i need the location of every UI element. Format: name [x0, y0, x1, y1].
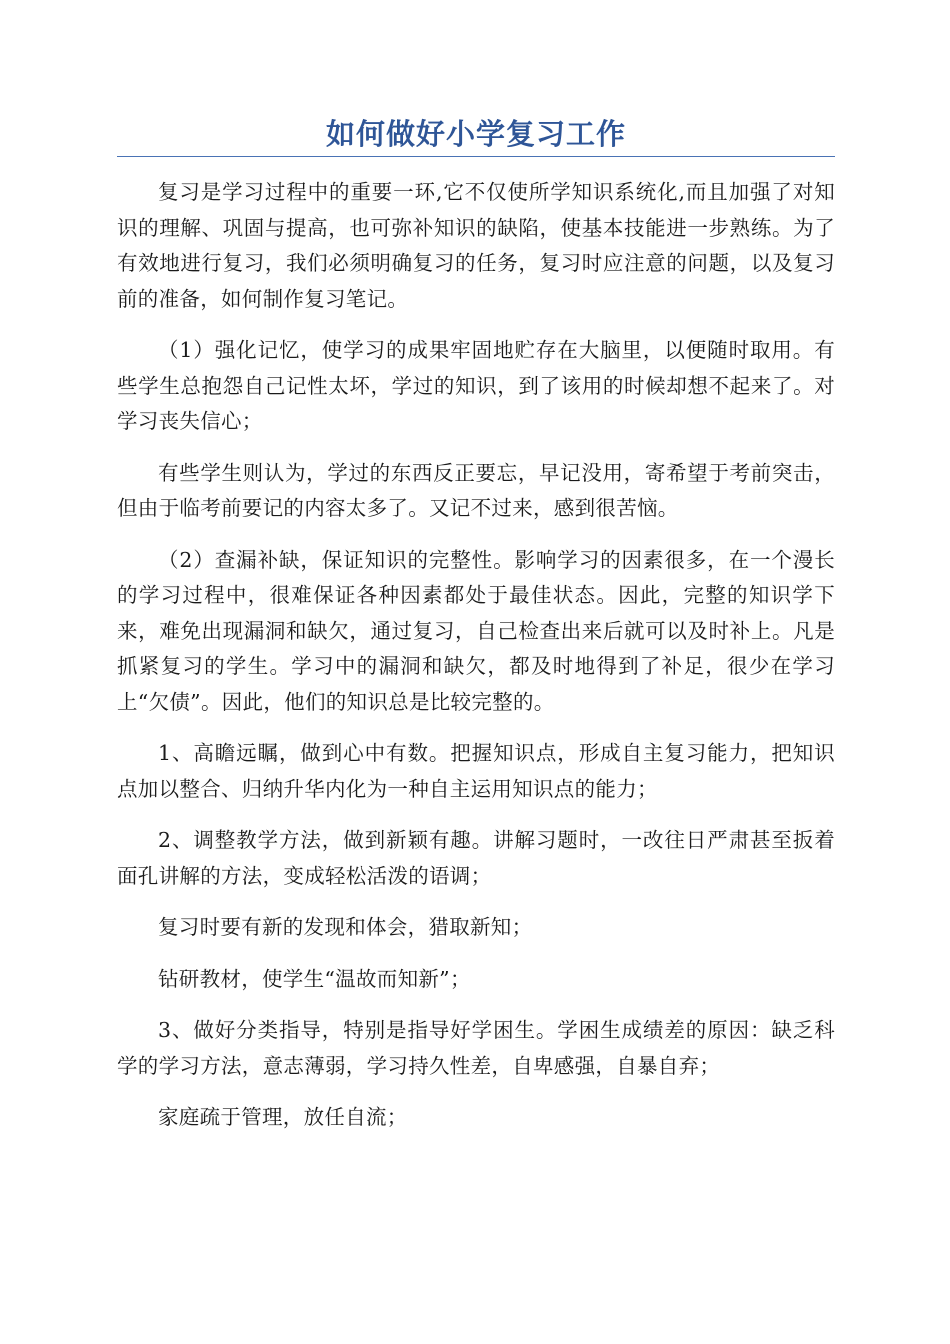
- paragraph-point-2: （2）查漏补缺，保证知识的完整性。影响学习的因素很多，在一个漫长的学习过程中，很难保证各种因素都处于最佳状态。因此，完整的知识学下来，难免出现漏洞和缺欠，通过复习，自己检查出来后就可以及时补上。凡是抓紧复习的学生。学习中的漏洞和缺欠，都及时地得到了补足，很少在学习上“欠债”。因此，他们的知识总是比较完整的。: [117, 547, 835, 714]
- document-body: [117, 175, 835, 1136]
- paragraph-item-2-note-b: 钻研教材，使学生“温故而知新”；: [158, 966, 471, 991]
- paragraph-point-1-continued: 有些学生则认为，学过的东西反正要忘，早记没用，寄希望于考前突击，但由于临考前要记的内容太多了。又记不过来，感到很苦恼。: [117, 460, 835, 520]
- paragraph-item-1: 1、高瞻远瞩，做到心中有数。把握知识点，形成自主复习能力，把知识点加以整合、归纳升华内化为一种自主运用知识点的能力；: [117, 741, 835, 801]
- paragraph-item-3: 3、做好分类指导，特别是指导好学困生。学困生成绩差的原因：缺乏科学的学习方法，意志薄弱，学习持久性差，自卑感强，自暴自弃；: [117, 1018, 835, 1078]
- paragraph-point-1: （1）强化记忆，使学习的成果牢固地贮存在大脑里，以便随时取用。有些学生总抱怨自己记性太坏，学过的知识，到了该用的时候却想不起来了。对学习丧失信心；: [117, 338, 835, 433]
- paragraph-intro: 复习是学习过程中的重要一环,它不仅使所学知识系统化,而且加强了对知识的理解、巩固与提高，也可弥补知识的缺陷，使基本技能进一步熟练。为了有效地进行复习，我们必须明确复习的任务，复习时应注意的问题，以及复习前的准备，如何制作复习笔记。: [117, 180, 835, 311]
- paragraph-item-3-note: 家庭疏于管理，放任自流；: [158, 1105, 408, 1129]
- document-page: [117, 0, 835, 1152]
- paragraph-item-2: 2、调整教学方法，做到新颖有趣。讲解习题时，一改往日严肃甚至扳着面孔讲解的方法，变成轻松活泼的语调；: [117, 828, 835, 888]
- paragraph-item-2-note-a: 复习时要有新的发现和体会，猎取新知；: [158, 915, 533, 939]
- title-underline: [117, 156, 835, 157]
- document-title: 如何做好小学复习工作: [325, 117, 626, 151]
